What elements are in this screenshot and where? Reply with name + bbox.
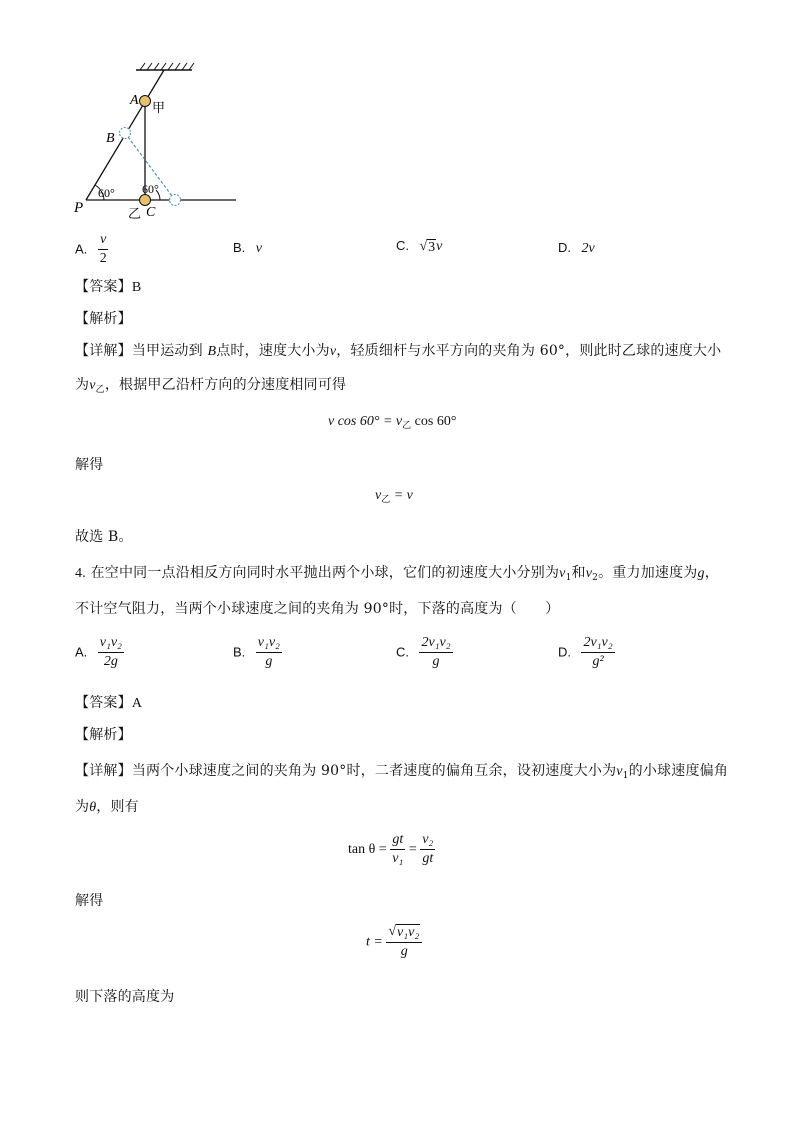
ball-right-dashed [170, 195, 181, 206]
q4-solve-label: 解得 [75, 893, 104, 909]
q3-analysis-tag: 【解析】 [75, 311, 132, 327]
q3-equation-2: $v_乙 = v$ [375, 488, 413, 504]
ball-jia [140, 96, 151, 107]
sqrt-v1v2: √ v₁v₂ [388, 924, 420, 940]
q3-option-d: D. 2v [558, 240, 595, 256]
label-angle-p: 60° [98, 186, 115, 200]
q4-final-line: 则下落的高度为 [75, 989, 175, 1005]
q4-stem-line1: 4. 在空中同一点沿相反方向同时水平抛出两个小球，它们的初速度大小分别为$v_1$和$v_2$。重力加速度为g， [75, 565, 719, 583]
label-angle-c: 60° [142, 182, 159, 196]
option-a-fraction: $\frac{v}{2}$ [99, 232, 107, 267]
q4-option-c: C. $\frac{\text{2v₁v₂}}{g}$ [396, 635, 451, 670]
q3-detail-line1: 【详解】当甲运动到 B点时，速度大小为v，轻质细杆与水平方向的夹角为 60°，则此时乙球的速度大小 [75, 343, 722, 359]
q4-analysis-tag: 【解析】 [75, 727, 132, 743]
q3-option-a: A. $\frac{v}{2}$ [75, 232, 107, 267]
q4-detail-line1: 【详解】当两个小球速度之间的夹角为 90°时，二者速度的偏角互余，设初速度大小为$v_1$的小球速度偏角 [75, 763, 729, 781]
label-P: P [74, 200, 84, 216]
q3-option-c: C. √ 3 v [396, 238, 443, 255]
ceiling-hatch [140, 63, 194, 70]
q3-option-b: B. v [233, 240, 262, 256]
label-B: B [106, 131, 115, 146]
q4-option-b: B. $\frac{\text{v₁v₂}}{g}$ [233, 635, 280, 670]
q4-option-d: D. $\frac{\text{2v₁v₂}}{\text{g²}}$ [558, 635, 613, 670]
label-jia: 甲 [152, 101, 166, 116]
q3-answer: 【答案】B [75, 279, 142, 295]
q3-solve-label: 解得 [75, 457, 104, 473]
q4-stem-line2: 不计空气阻力，当两个小球速度之间的夹角为 90°时，下落的高度为（ ） [75, 601, 560, 617]
q4-detail-line2: 为θ，则有 [75, 799, 139, 815]
label-C: C [146, 205, 156, 220]
label-A: A [130, 93, 139, 108]
ball-yi [140, 195, 151, 206]
label-yi: 乙 [128, 207, 142, 222]
q4-answer: 【答案】A [75, 695, 143, 711]
q3-conclusion: 故选 B。 [75, 529, 133, 545]
q3-detail-line2: 为$v_乙$，根据甲乙沿杆方向的分速度相同可得 [75, 377, 347, 395]
q4-option-a: A. $\frac{\text{v₁v₂}}{2g}$ [75, 635, 122, 670]
q4-equation-2: t = √ v₁v₂ g [366, 924, 422, 960]
physics-figure [60, 60, 250, 230]
ball-B-dashed [120, 128, 131, 139]
q4-equation-1: tan θ = $\frac{gt}{\text{v₁}}$ = $\frac{\text{v₂}}{gt}$ [348, 832, 434, 867]
sqrt-3: √ 3 [419, 239, 436, 255]
q3-equation-1: v $\cos 60^\circ = v_乙$ cos 60° [328, 414, 457, 430]
